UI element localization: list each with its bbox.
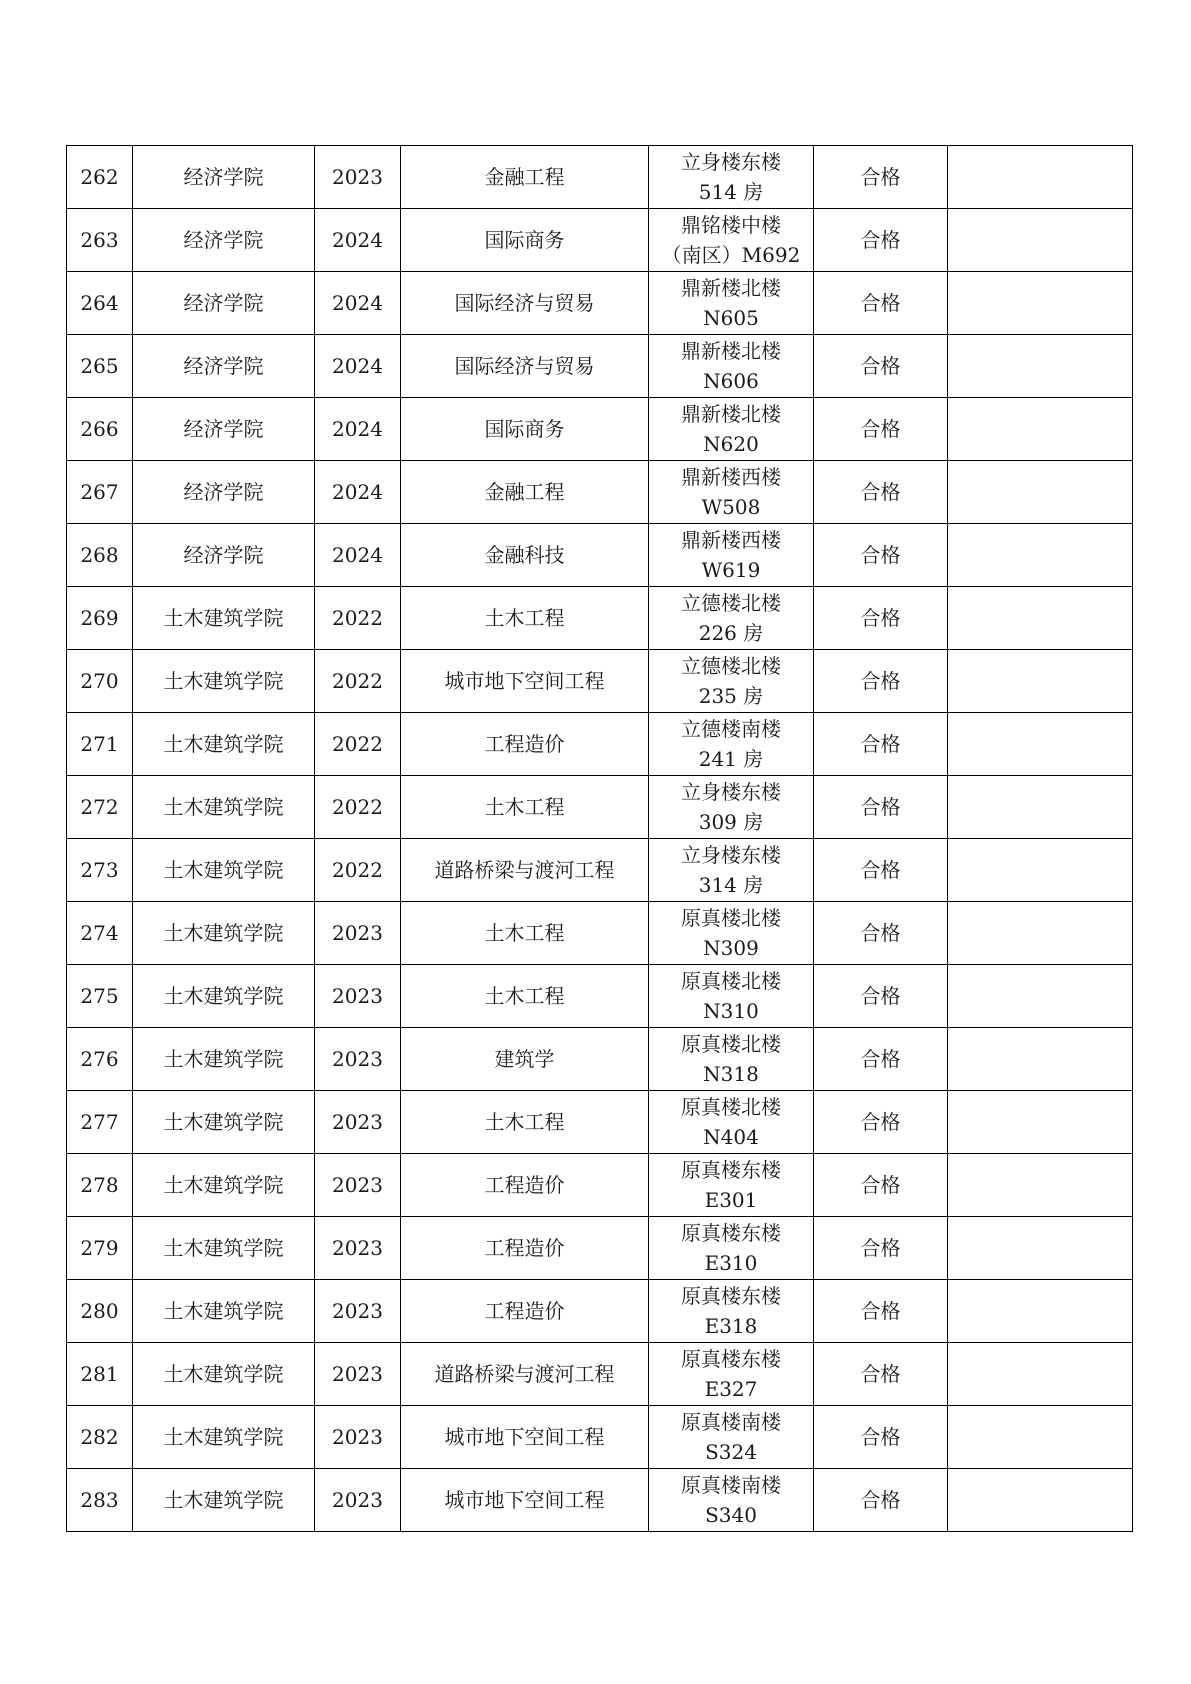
cell-note xyxy=(948,1217,1133,1280)
cell-college: 土木建筑学院 xyxy=(133,1091,315,1154)
cell-grade-year: 2023 xyxy=(315,902,401,965)
cell-note xyxy=(948,776,1133,839)
cell-result: 合格 xyxy=(814,524,948,587)
cell-number: 263 xyxy=(67,209,133,272)
cell-college: 土木建筑学院 xyxy=(133,839,315,902)
dorm-room-number: N605 xyxy=(703,306,759,330)
table-row xyxy=(67,839,1133,902)
cell-note xyxy=(948,209,1133,272)
cell-result: 合格 xyxy=(814,1280,948,1343)
dorm-room-number: N606 xyxy=(703,369,759,393)
cell-dorm-room xyxy=(649,398,814,461)
cell-number: 280 xyxy=(67,1280,133,1343)
cell-note xyxy=(948,146,1133,209)
cell-grade-year: 2023 xyxy=(315,1028,401,1091)
cell-note xyxy=(948,839,1133,902)
cell-college: 土木建筑学院 xyxy=(133,1343,315,1406)
cell-major: 土木工程 xyxy=(401,587,649,650)
cell-number: 275 xyxy=(67,965,133,1028)
cell-dorm-room xyxy=(649,146,814,209)
cell-grade-year: 2023 xyxy=(315,1469,401,1532)
cell-major: 工程造价 xyxy=(401,1154,649,1217)
cell-grade-year: 2023 xyxy=(315,1217,401,1280)
cell-result: 合格 xyxy=(814,650,948,713)
cell-result: 合格 xyxy=(814,1154,948,1217)
cell-major: 城市地下空间工程 xyxy=(401,650,649,713)
cell-major: 道路桥梁与渡河工程 xyxy=(401,839,649,902)
cell-note xyxy=(948,1280,1133,1343)
dorm-room-number: N309 xyxy=(703,936,759,960)
table-row xyxy=(67,1217,1133,1280)
cell-grade-year: 2024 xyxy=(315,272,401,335)
cell-grade-year: 2024 xyxy=(315,398,401,461)
cell-college: 土木建筑学院 xyxy=(133,587,315,650)
cell-college: 土木建筑学院 xyxy=(133,776,315,839)
dorm-room-number: S324 xyxy=(705,1440,757,1464)
table-row xyxy=(67,1280,1133,1343)
cell-result: 合格 xyxy=(814,272,948,335)
dorm-room-number: 235 房 xyxy=(698,684,764,708)
cell-dorm-room xyxy=(649,1091,814,1154)
cell-result: 合格 xyxy=(814,398,948,461)
cell-note xyxy=(948,1406,1133,1469)
dorm-building: 鼎新楼北楼 xyxy=(681,339,781,363)
cell-dorm-room xyxy=(649,650,814,713)
cell-dorm-room xyxy=(649,713,814,776)
cell-number: 278 xyxy=(67,1154,133,1217)
cell-result: 合格 xyxy=(814,902,948,965)
cell-major: 金融工程 xyxy=(401,146,649,209)
table-row xyxy=(67,1343,1133,1406)
dorm-building: 原真楼南楼 xyxy=(681,1473,781,1497)
dorm-building: 原真楼东楼 xyxy=(681,1284,781,1308)
cell-major: 土木工程 xyxy=(401,902,649,965)
dorm-room-number: 514 房 xyxy=(698,180,764,204)
cell-major: 工程造价 xyxy=(401,1280,649,1343)
table-row xyxy=(67,965,1133,1028)
cell-college: 经济学院 xyxy=(133,146,315,209)
cell-result: 合格 xyxy=(814,1406,948,1469)
cell-major: 土木工程 xyxy=(401,965,649,1028)
cell-dorm-room xyxy=(649,524,814,587)
cell-number: 282 xyxy=(67,1406,133,1469)
cell-dorm-room xyxy=(649,1469,814,1532)
table-row xyxy=(67,587,1133,650)
table-row xyxy=(67,713,1133,776)
cell-number: 264 xyxy=(67,272,133,335)
cell-dorm-room xyxy=(649,1217,814,1280)
dorm-building: 立身楼东楼 xyxy=(681,843,781,867)
cell-number: 265 xyxy=(67,335,133,398)
dorm-room-number: W508 xyxy=(701,495,761,519)
cell-college: 经济学院 xyxy=(133,461,315,524)
cell-major: 城市地下空间工程 xyxy=(401,1469,649,1532)
cell-major: 道路桥梁与渡河工程 xyxy=(401,1343,649,1406)
cell-major: 国际商务 xyxy=(401,398,649,461)
cell-college: 土木建筑学院 xyxy=(133,1217,315,1280)
table-row xyxy=(67,209,1133,272)
cell-number: 279 xyxy=(67,1217,133,1280)
cell-grade-year: 2022 xyxy=(315,776,401,839)
dorm-building: 原真楼东楼 xyxy=(681,1221,781,1245)
cell-major: 土木工程 xyxy=(401,776,649,839)
cell-dorm-room xyxy=(649,587,814,650)
cell-college: 土木建筑学院 xyxy=(133,1406,315,1469)
cell-major: 金融科技 xyxy=(401,524,649,587)
cell-grade-year: 2023 xyxy=(315,1280,401,1343)
cell-result: 合格 xyxy=(814,965,948,1028)
table-row xyxy=(67,902,1133,965)
cell-note xyxy=(948,1028,1133,1091)
dorm-room-number: 226 房 xyxy=(698,621,764,645)
table-row xyxy=(67,524,1133,587)
cell-major: 国际经济与贸易 xyxy=(401,335,649,398)
cell-college: 土木建筑学院 xyxy=(133,1280,315,1343)
cell-note xyxy=(948,335,1133,398)
cell-major: 工程造价 xyxy=(401,713,649,776)
dorm-room-number: E327 xyxy=(704,1377,758,1401)
cell-grade-year: 2022 xyxy=(315,839,401,902)
table-row xyxy=(67,335,1133,398)
cell-grade-year: 2023 xyxy=(315,1091,401,1154)
table-body xyxy=(67,146,1133,1532)
cell-college: 土木建筑学院 xyxy=(133,1154,315,1217)
cell-dorm-room xyxy=(649,965,814,1028)
cell-grade-year: 2023 xyxy=(315,1343,401,1406)
cell-dorm-room xyxy=(649,335,814,398)
dorm-room-number: 314 房 xyxy=(698,873,764,897)
cell-college: 土木建筑学院 xyxy=(133,650,315,713)
cell-dorm-room xyxy=(649,776,814,839)
cell-major: 工程造价 xyxy=(401,1217,649,1280)
cell-note xyxy=(948,1469,1133,1532)
cell-dorm-room xyxy=(649,272,814,335)
cell-number: 267 xyxy=(67,461,133,524)
cell-note xyxy=(948,1343,1133,1406)
cell-number: 281 xyxy=(67,1343,133,1406)
dorm-building: 原真楼北楼 xyxy=(681,1095,781,1119)
cell-college: 经济学院 xyxy=(133,272,315,335)
cell-number: 283 xyxy=(67,1469,133,1532)
cell-college: 经济学院 xyxy=(133,335,315,398)
cell-note xyxy=(948,272,1133,335)
cell-result: 合格 xyxy=(814,1469,948,1532)
dorm-building: 原真楼北楼 xyxy=(681,969,781,993)
cell-number: 271 xyxy=(67,713,133,776)
cell-result: 合格 xyxy=(814,587,948,650)
cell-note xyxy=(948,965,1133,1028)
cell-number: 272 xyxy=(67,776,133,839)
cell-note xyxy=(948,650,1133,713)
dorm-building: 鼎新楼西楼 xyxy=(681,528,781,552)
table-row xyxy=(67,1028,1133,1091)
cell-college: 土木建筑学院 xyxy=(133,965,315,1028)
cell-dorm-room xyxy=(649,1406,814,1469)
cell-note xyxy=(948,902,1133,965)
cell-number: 274 xyxy=(67,902,133,965)
cell-result: 合格 xyxy=(814,209,948,272)
dorm-building: 鼎新楼北楼 xyxy=(681,276,781,300)
cell-result: 合格 xyxy=(814,461,948,524)
dorm-room-number: 241 房 xyxy=(698,747,764,771)
cell-note xyxy=(948,1154,1133,1217)
dorm-room-number: N310 xyxy=(703,999,759,1023)
dorm-room-number: E301 xyxy=(704,1188,758,1212)
cell-note xyxy=(948,398,1133,461)
cell-college: 土木建筑学院 xyxy=(133,713,315,776)
cell-result: 合格 xyxy=(814,713,948,776)
cell-grade-year: 2023 xyxy=(315,965,401,1028)
cell-grade-year: 2024 xyxy=(315,209,401,272)
cell-number: 266 xyxy=(67,398,133,461)
cell-dorm-room xyxy=(649,1028,814,1091)
dorm-building: 鼎新楼西楼 xyxy=(681,465,781,489)
cell-dorm-room xyxy=(649,1154,814,1217)
cell-major: 国际经济与贸易 xyxy=(401,272,649,335)
cell-dorm-room xyxy=(649,209,814,272)
cell-college: 经济学院 xyxy=(133,398,315,461)
dorm-building: 鼎新楼北楼 xyxy=(681,402,781,426)
dorm-room-number: E310 xyxy=(704,1251,758,1275)
dorm-room-number: W619 xyxy=(701,558,761,582)
dorm-building: 鼎铭楼中楼 xyxy=(681,213,781,237)
cell-grade-year: 2022 xyxy=(315,713,401,776)
cell-college: 经济学院 xyxy=(133,524,315,587)
dorm-building: 立德楼北楼 xyxy=(681,654,781,678)
cell-major: 城市地下空间工程 xyxy=(401,1406,649,1469)
cell-number: 270 xyxy=(67,650,133,713)
cell-college: 土木建筑学院 xyxy=(133,902,315,965)
cell-college: 经济学院 xyxy=(133,209,315,272)
cell-grade-year: 2023 xyxy=(315,146,401,209)
table-row xyxy=(67,1154,1133,1217)
dorm-room-number: S340 xyxy=(705,1503,757,1527)
cell-dorm-room xyxy=(649,839,814,902)
table-row xyxy=(67,272,1133,335)
cell-grade-year: 2022 xyxy=(315,650,401,713)
cell-grade-year: 2023 xyxy=(315,1406,401,1469)
dorm-building: 立德楼北楼 xyxy=(681,591,781,615)
cell-result: 合格 xyxy=(814,1217,948,1280)
dorm-building: 立德楼南楼 xyxy=(681,717,781,741)
cell-grade-year: 2024 xyxy=(315,335,401,398)
dorm-building: 立身楼东楼 xyxy=(681,150,781,174)
dorm-building: 立身楼东楼 xyxy=(681,780,781,804)
dorm-room-number: （南区）M692 xyxy=(661,243,801,267)
cell-grade-year: 2024 xyxy=(315,524,401,587)
table-row xyxy=(67,650,1133,713)
cell-college: 土木建筑学院 xyxy=(133,1469,315,1532)
cell-major: 建筑学 xyxy=(401,1028,649,1091)
cell-dorm-room xyxy=(649,902,814,965)
dorm-building: 原真楼东楼 xyxy=(681,1347,781,1371)
table-row xyxy=(67,1091,1133,1154)
cell-note xyxy=(948,461,1133,524)
cell-note xyxy=(948,587,1133,650)
cell-result: 合格 xyxy=(814,1091,948,1154)
cell-number: 269 xyxy=(67,587,133,650)
cell-number: 273 xyxy=(67,839,133,902)
cell-result: 合格 xyxy=(814,776,948,839)
dorm-room-number: E318 xyxy=(704,1314,758,1338)
table-row xyxy=(67,776,1133,839)
cell-number: 276 xyxy=(67,1028,133,1091)
dorm-room-number: N620 xyxy=(703,432,759,456)
cell-result: 合格 xyxy=(814,839,948,902)
dorm-room-number: N404 xyxy=(703,1125,759,1149)
cell-note xyxy=(948,1091,1133,1154)
cell-dorm-room xyxy=(649,1343,814,1406)
cell-dorm-room xyxy=(649,1280,814,1343)
dorm-room-number: N318 xyxy=(703,1062,759,1086)
dorm-building: 原真楼北楼 xyxy=(681,906,781,930)
cell-result: 合格 xyxy=(814,1028,948,1091)
table-row xyxy=(67,146,1133,209)
cell-major: 土木工程 xyxy=(401,1091,649,1154)
dorm-building: 原真楼东楼 xyxy=(681,1158,781,1182)
cell-number: 268 xyxy=(67,524,133,587)
dorm-inspection-table xyxy=(66,145,1133,1532)
cell-number: 277 xyxy=(67,1091,133,1154)
cell-grade-year: 2023 xyxy=(315,1154,401,1217)
table-row xyxy=(67,1469,1133,1532)
cell-result: 合格 xyxy=(814,335,948,398)
dorm-building: 原真楼南楼 xyxy=(681,1410,781,1434)
cell-college: 土木建筑学院 xyxy=(133,1028,315,1091)
cell-dorm-room xyxy=(649,461,814,524)
cell-major: 金融工程 xyxy=(401,461,649,524)
table-row xyxy=(67,398,1133,461)
cell-number: 262 xyxy=(67,146,133,209)
cell-major: 国际商务 xyxy=(401,209,649,272)
cell-note xyxy=(948,713,1133,776)
cell-result: 合格 xyxy=(814,146,948,209)
cell-grade-year: 2022 xyxy=(315,587,401,650)
cell-result: 合格 xyxy=(814,1343,948,1406)
table-row xyxy=(67,1406,1133,1469)
dorm-room-number: 309 房 xyxy=(698,810,764,834)
dorm-building: 原真楼北楼 xyxy=(681,1032,781,1056)
table-row xyxy=(67,461,1133,524)
cell-note xyxy=(948,524,1133,587)
cell-grade-year: 2024 xyxy=(315,461,401,524)
